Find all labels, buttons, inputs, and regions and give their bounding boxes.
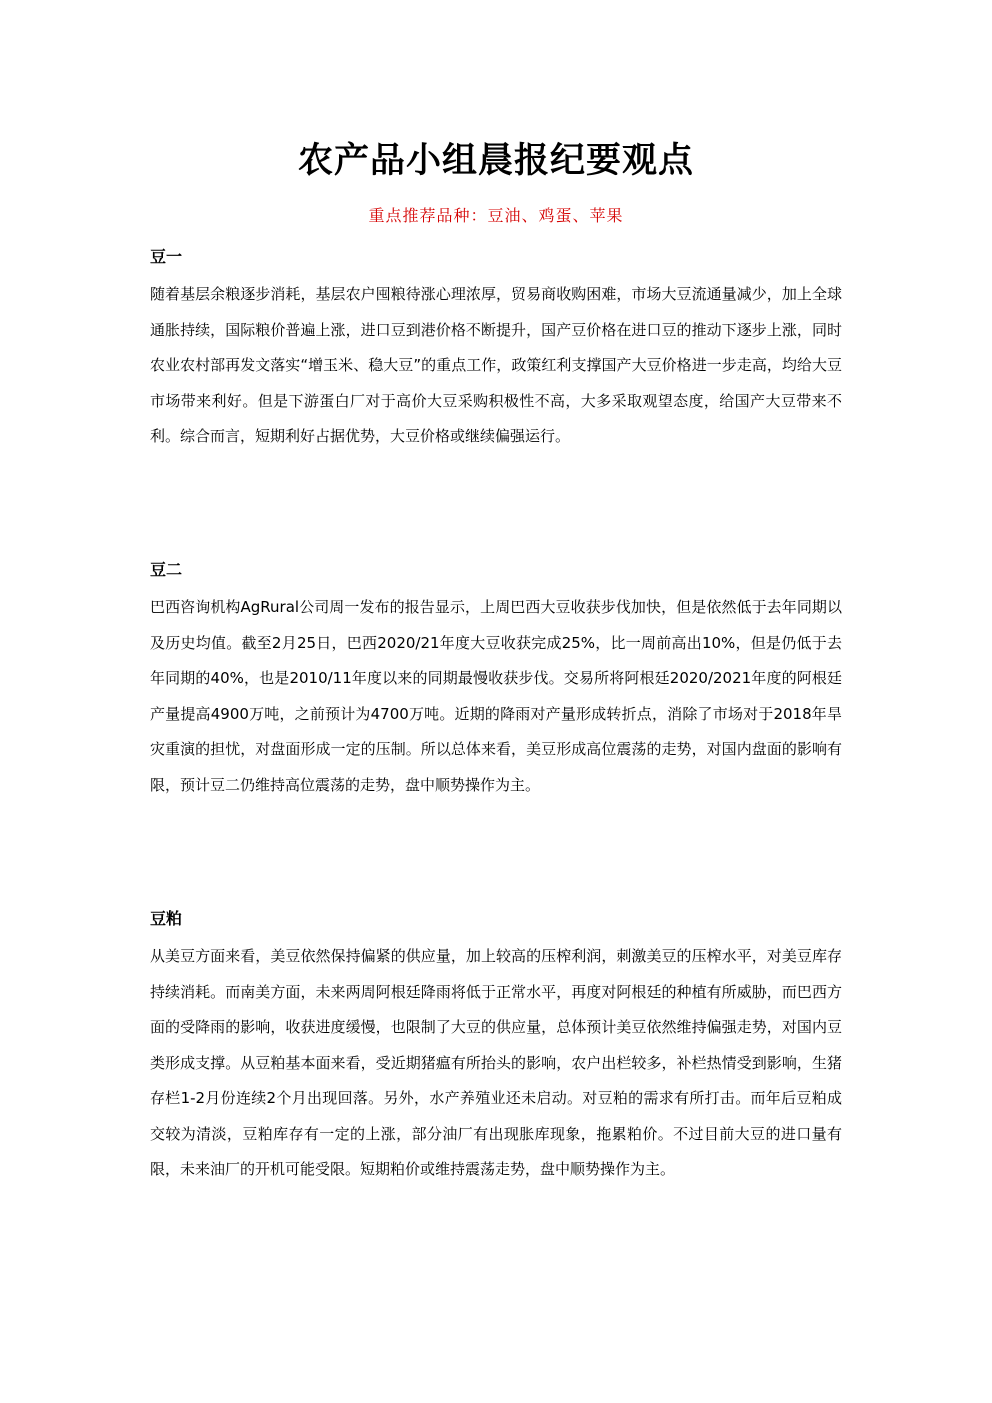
section-soybean-1 [150,245,842,455]
section-soybean-2 [150,558,842,803]
section-paragraph: 随着基层余粮逐步消耗，基层农户囤粮待涨心理浓厚，贸易商收购困难，市场大豆流通量减少，加上全球通胀持续，国际粮价普遍上涨，进口豆到港价格不断提升，国产豆价格在进口豆的推动下逐步上涨，同时农业农村部再发文落实“增玉米、稳大豆”的重点工作，政策红利支撑国产大豆价格进一步走高，均给大豆市场带来利好。但是下游蛋白厂对于高价大豆采购积极性不高，大多采取观望态度，给国产大豆带来不利。综合而言，短期利好占据优势，大豆价格或继续偏强运行。 [150,285,842,445]
page-title: 农产品小组晨报纪要观点 [297,141,694,181]
section-heading: 豆粕 [150,909,183,928]
recommended-varieties: 重点推荐品种：豆油、鸡蛋、苹果 [368,206,624,225]
section-soybean-meal [150,907,842,1188]
section-paragraph: 从美豆方面来看，美豆依然保持偏紧的供应量，加上较高的压榨利润，刺激美豆的压榨水平，对美豆库存持续消耗。而南美方面，未来两周阿根廷降雨将低于正常水平，再度对阿根廷的种植有所威胁，而巴西方面的受降雨的影响，收获进度缓慢，也限制了大豆的供应量，总体预计美豆依然维持偏强走势，对国内豆类形成支撑。从豆粕基本面来看，受近期猪瘟有所抬头的影响，农户出栏较多，补栏热情受到影响，生猪存栏1-2月份连续2个月出现回落。另外，水产养殖业还未启动。对豆粕的需求有所打击。而年后豆粕成交较为清淡，豆粕库存有一定的上涨，部分油厂有出现胀库现象，拖累粕价。不过目前大豆的进口量有限，未来油厂的开机可能受限。短期粕价或维持震荡走势，盘中顺势操作为主。 [150,947,842,1178]
section-paragraph: 巴西咨询机构AgRural公司周一发布的报告显示，上周巴西大豆收获步伐加快，但是依然低于去年同期以及历史均值。截至2月25日，巴西2020/21年度大豆收获完成25%，比一周前高出10%，但是仍低于去年同期的40%，也是2010/11年度以来的同期最慢收获步伐。交易所将阿根廷2020/2021年度的阿根廷产量提高4900万吨，之前预计为4700万吨。近期的降雨对产量形成转折点，消除了市场对于2018年旱灾重演的担忧，对盘面形成一定的压制。所以总体来看，美豆形成高位震荡的走势，对国内盘面的影响有限，预计豆二仍维持高位震荡的走势，盘中顺势操作为主。 [150,598,842,794]
section-heading: 豆二 [150,560,183,579]
section-heading: 豆一 [150,247,183,266]
